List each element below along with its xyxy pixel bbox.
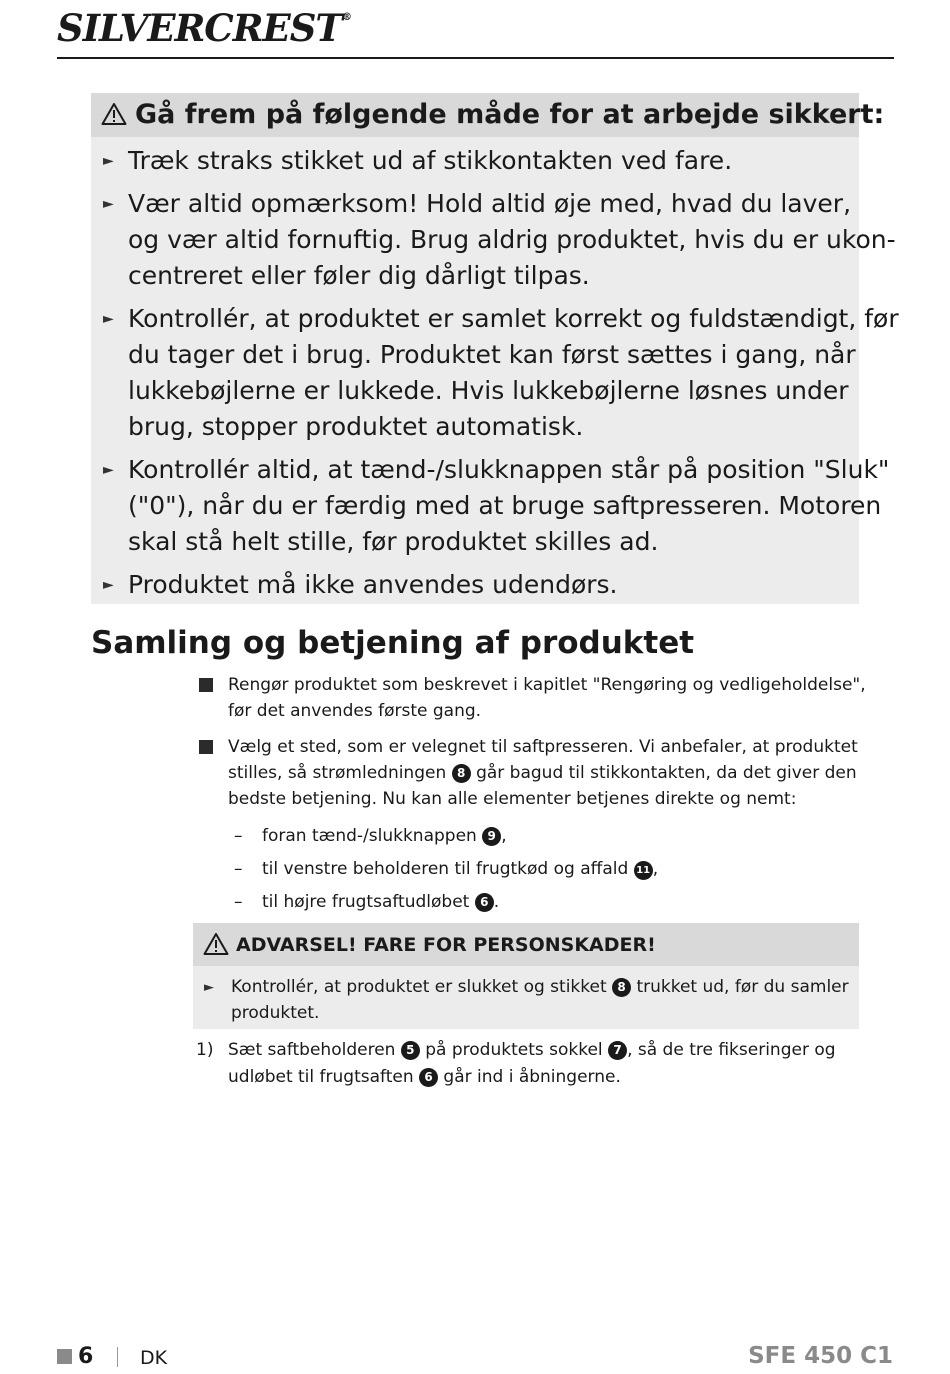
dash-bullet: – (234, 892, 243, 912)
step-text-line (228, 1064, 621, 1090)
dash-item-end: . (493, 892, 500, 912)
safety-item-text: brug, stopper produktet automatisk. (128, 412, 584, 441)
step-text: på produktets sokkel (425, 1040, 603, 1060)
step-text-line (228, 1037, 836, 1063)
part-number-badge: 8 (452, 764, 471, 783)
brand-name: SILVERCREST (57, 6, 342, 50)
part-number-badge: 9 (482, 827, 501, 846)
warning-title: ADVARSEL! FARE FOR PERSONSKADER! (236, 934, 656, 956)
safety-item-text: Træk straks stikket ud af stikkontakten ved fare. (128, 146, 733, 175)
part-number-badge: 6 (419, 1068, 438, 1087)
safety-item-text: skal stå helt stille, før produktet skilles ad. (128, 527, 659, 556)
dash-item (262, 823, 507, 849)
part-number-badge: 6 (475, 893, 494, 912)
warning-text: produktet. (231, 1003, 320, 1023)
safety-title-bar (91, 93, 885, 137)
bullet-text: før det anvendes første gang. (228, 701, 482, 721)
square-bullet-icon (199, 678, 213, 692)
dash-item-end: , (501, 826, 507, 846)
bullet-text: Rengør produktet som beskrevet i kapitlet "Rengøring og vedligeholdelse", (228, 675, 866, 695)
dash-item-text: foran tænd-/slukknappen (262, 826, 477, 846)
bullet-text: Vælg et sted, som er velegnet til saftpresseren. Vi anbefaler, at produktet (228, 737, 858, 757)
page-number: 6 (78, 1344, 94, 1369)
warning-triangle-icon (203, 932, 229, 956)
safety-item-text: Kontrollér altid, at tænd-/slukknappen står på position "Sluk" (128, 455, 890, 484)
arrow-bullet-icon: ► (103, 196, 114, 212)
safety-item-text: og vær altid fornuftig. Brug aldrig produktet, hvis du er ukon- (128, 225, 896, 254)
safety-item-text: centreret eller føler dig dårligt tilpas. (128, 261, 590, 290)
safety-item-text: lukkebøjlerne er lukkede. Hvis lukkebøjlerne løsnes under (128, 376, 849, 405)
warning-text: Kontrollér, at produktet er slukket og stikket (231, 977, 607, 997)
warning-triangle-icon (101, 102, 127, 126)
bullet-text: stilles, så strømledningen (228, 763, 447, 783)
dash-item (262, 889, 499, 915)
brand-logo (57, 6, 351, 50)
part-number-badge: 8 (612, 978, 631, 997)
dash-bullet: – (234, 826, 243, 846)
warning-text-line (231, 974, 849, 1000)
step-text: Sæt saftbeholderen (228, 1040, 396, 1060)
dash-item (262, 856, 658, 882)
footer-separator (117, 1347, 118, 1367)
square-bullet-icon (199, 740, 213, 754)
safety-item-text: ("0"), når du er færdig med at bruge saftpresseren. Motoren (128, 491, 882, 520)
safety-item-text: Vær altid opmærksom! Hold altid øje med, hvad du laver, (128, 189, 852, 218)
registered-mark: ® (341, 12, 351, 23)
dash-item-text: til venstre beholderen til frugtkød og affald (262, 859, 629, 879)
part-number-badge: 5 (401, 1041, 420, 1060)
safety-title: Gå frem på følgende måde for at arbejde sikkert: (135, 99, 885, 130)
header-rule (57, 57, 894, 59)
dash-item-end: , (652, 859, 659, 879)
arrow-bullet-icon: ► (204, 980, 214, 995)
bullet-text-line (228, 760, 857, 786)
bullet-text: går bagud til stikkontakten, da det giver den (476, 763, 857, 783)
model-number: SFE 450 C1 (748, 1343, 893, 1369)
section-title: Samling og betjening af produktet (91, 625, 695, 661)
warning-text: trukket ud, før du samler (636, 977, 849, 997)
part-number-badge: 11 (634, 861, 653, 880)
arrow-bullet-icon: ► (103, 577, 114, 593)
dash-item-text: til højre frugtsaftudløbet (262, 892, 470, 912)
warning-box (193, 923, 859, 1029)
dash-bullet: – (234, 859, 243, 879)
bullet-text: bedste betjening. Nu kan alle elementer betjenes direkte og nemt: (228, 789, 797, 809)
footer-square-icon (57, 1349, 72, 1364)
safety-instructions-box (91, 93, 899, 604)
language-code: DK (140, 1347, 168, 1369)
warning-title-bar (193, 923, 859, 966)
step-text: udløbet til frugtsaften (228, 1067, 414, 1087)
safety-item-text: Produktet må ikke anvendes udendørs. (128, 570, 618, 599)
safety-item-text: Kontrollér, at produktet er samlet korrekt og fuldstændigt, før (128, 304, 899, 333)
step-number: 1) (196, 1040, 214, 1060)
step-text: , så de tre fikseringer og (627, 1040, 836, 1060)
arrow-bullet-icon: ► (103, 153, 114, 169)
safety-item-text: du tager det i brug. Produktet kan først sættes i gang, når (128, 340, 856, 369)
step-text: går ind i åbningerne. (443, 1067, 621, 1087)
arrow-bullet-icon: ► (103, 311, 114, 327)
arrow-bullet-icon: ► (103, 462, 114, 478)
part-number-badge: 7 (608, 1041, 627, 1060)
